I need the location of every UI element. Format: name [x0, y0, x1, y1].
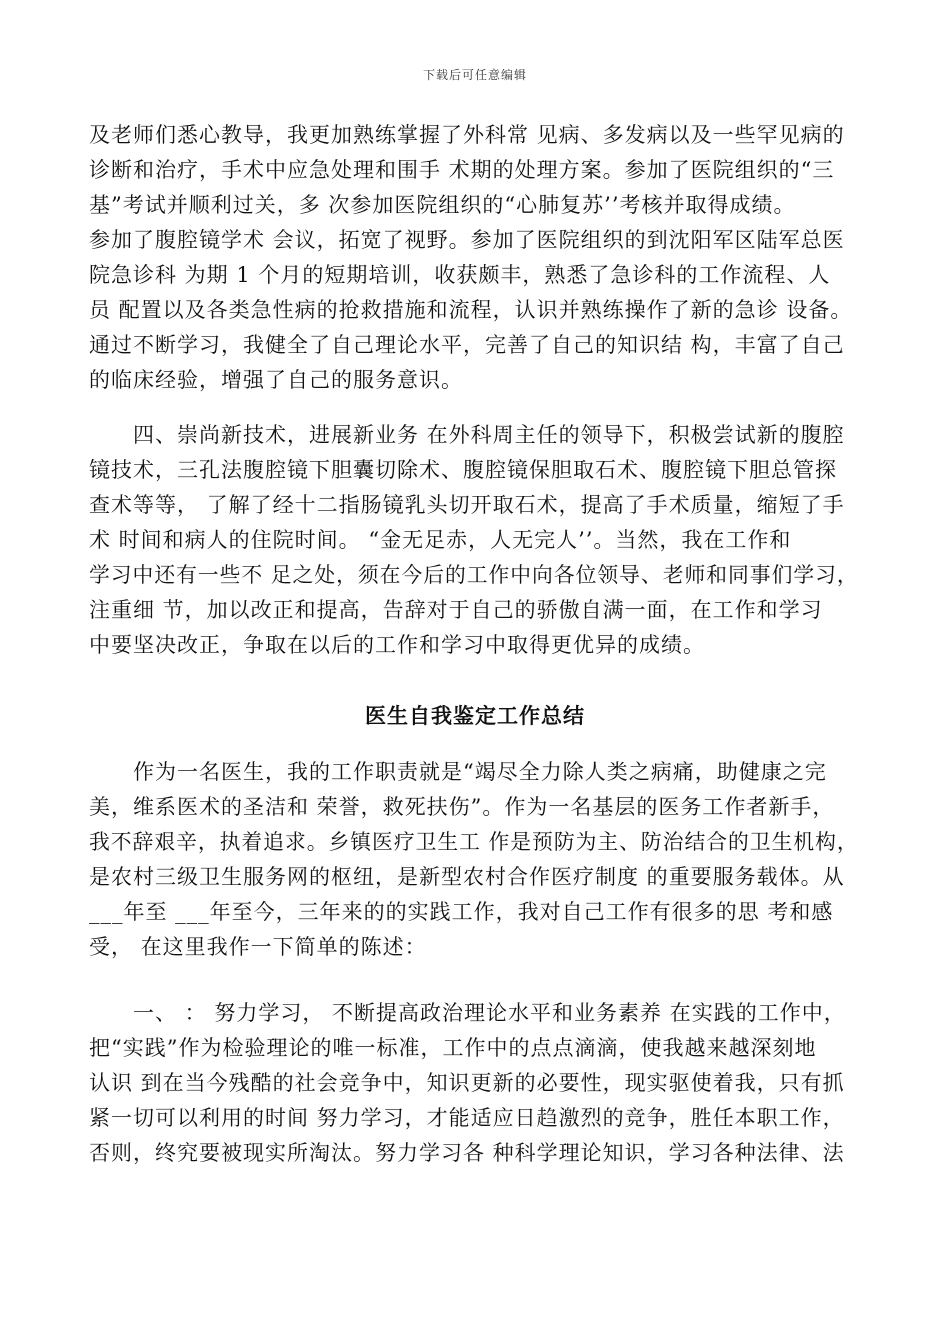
- body-line: 是农村三级卫生服务网的枢纽，是新型农村合作医疗制度 的重要服务载体。从: [89, 865, 845, 889]
- body-line: 镜技术，三孔法腹腔镜下胆囊切除术、腹腔镜保胆取石术、腹腔镜下胆总管探: [89, 458, 837, 482]
- body-line: 通过不断学习，我健全了自己理论水平，完善了自己的知识结 构，丰富了自己: [89, 333, 845, 357]
- body-line: 学习中还有一些不 足之处，须在今后的工作中向各位领导、老师和同事们学习，: [89, 563, 859, 587]
- body-line: 中要坚决改正，争取在以后的工作和学习中取得更优异的成绩。: [89, 633, 705, 657]
- body-line: 一、 ： 努力学习， 不断提高政治理论水平和业务素养 在实践的工作中，: [89, 1001, 846, 1025]
- body-line: 认识 到在当今残酷的社会竞争中，知识更新的必要性，现实驱使着我，只有抓: [89, 1071, 845, 1095]
- body-line: 注重细 节，加以改正和提高，告辞对于自己的骄傲自满一面，在工作和学习: [89, 598, 823, 622]
- body-line: 美，维系医术的圣洁和 荣誉，救死扶伤”。作为一名基层的医务工作者新手，: [89, 795, 835, 819]
- body-line: 查术等等， 了解了经十二指肠镜乳头切开取石术，提高了手术质量，缩短了手: [89, 493, 845, 517]
- body-line: 四、崇尚新技术，进展新业务 在外科周主任的领导下，积极尝试新的腹腔: [89, 423, 845, 447]
- body-line: 把“实践”作为检验理论的唯一标准，工作中的点点滴滴，使我越来越深刻地: [89, 1036, 817, 1060]
- body-line: 院急诊科 为期 1 个月的短期培训，收获颇丰，熟悉了急诊科的工作流程、人: [89, 263, 831, 287]
- body-line: 否则，终究要被现实所淘汰。努力学习各 种科学理论知识，学习各种法律、法: [89, 1141, 845, 1165]
- body-line: 及老师们悉心教导，我更加熟练掌握了外科常 见病、多发病以及一些罕见病的: [89, 123, 845, 147]
- body-line: 基”考试并顺利过关，多 次参加医院组织的“心肺复苏’’考核并取得成绩。: [89, 193, 796, 217]
- body-line: 受， 在这里我作一下简单的陈述：: [89, 935, 427, 959]
- body-line: 的临床经验，增强了自己的服务意识。: [89, 368, 463, 392]
- body-line: 术 时间和病人的住院时间。 “金无足赤，人无完人’’。当然，我在工作和: [89, 528, 792, 552]
- section-title: 医生自我鉴定工作总结: [365, 703, 585, 728]
- body-line: 员 配置以及各类急性病的抢救措施和流程，认识并熟练操作了新的急诊 设备。: [89, 298, 853, 322]
- body-line: 紧一切可以利用的时间 努力学习，才能适应日趋激烈的竞争，胜任本职工作，: [89, 1106, 845, 1130]
- body-line: ___年至 ___年至今，三年来的的实践工作，我对自己工作有很多的思 考和感: [89, 900, 834, 924]
- body-line: 参加了腹腔镜学术 会议，拓宽了视野。参加了医院组织的到沈阳军区陆军总医: [89, 228, 845, 252]
- body-line: 诊断和治疗，手术中应急处理和围手 术期的处理方案。参加了医院组织的“三: [89, 158, 835, 182]
- body-line: 作为一名医生，我的工作职责就是“竭尽全力除人类之病痛，助健康之完: [89, 760, 827, 784]
- body-line: 我不辞艰辛，执着追求。乡镇医疗卫生工 作是预防为主、防治结合的卫生机构，: [89, 830, 859, 854]
- header-note: 下载后可任意编辑: [422, 68, 527, 82]
